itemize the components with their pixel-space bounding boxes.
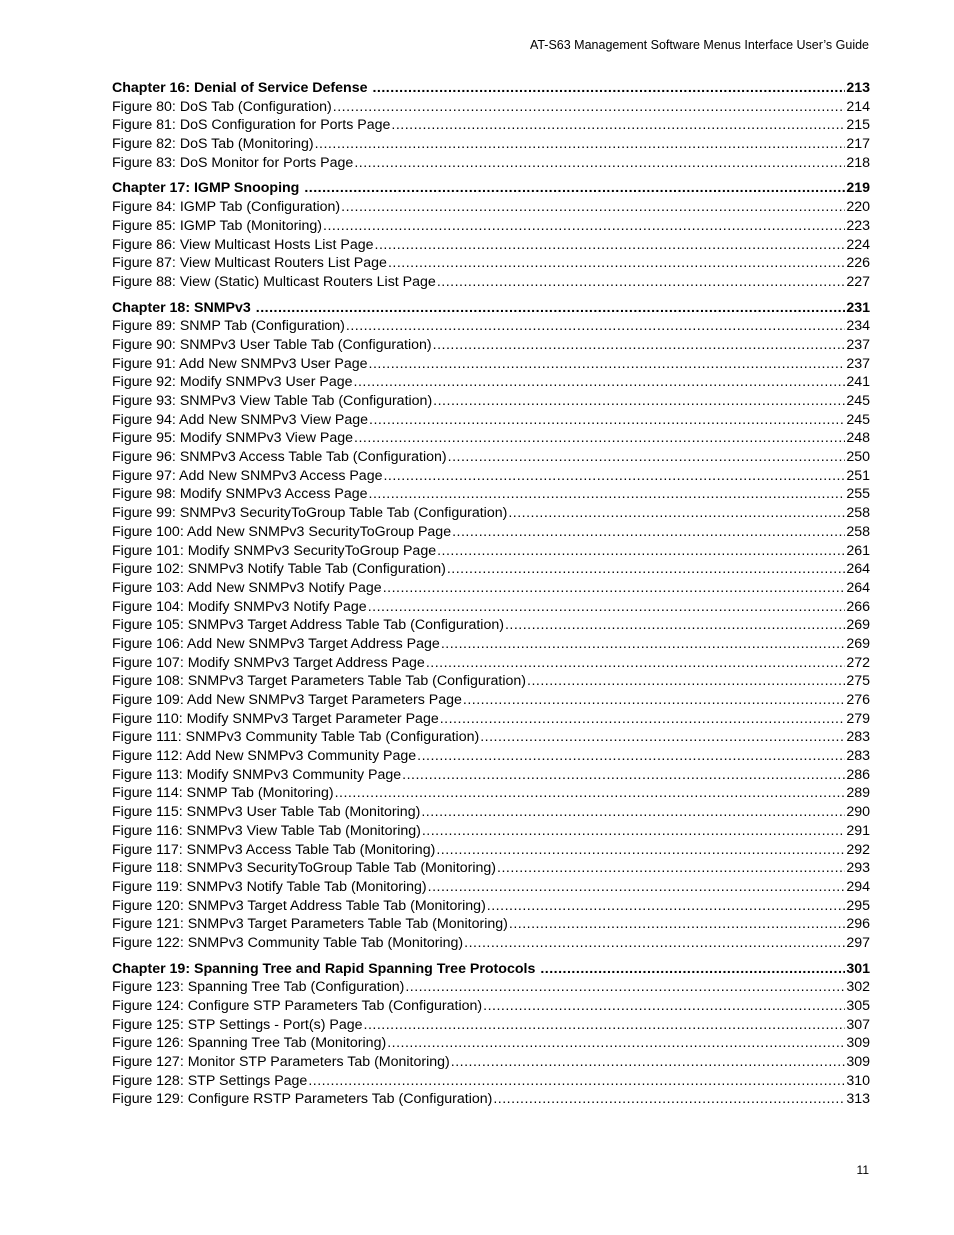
toc-figure-entry-title: Figure 89: SNMP Tab (Configuration) bbox=[112, 318, 345, 335]
toc-figure-entry-title: Figure 106: Add New SNMPv3 Target Address Page bbox=[112, 635, 440, 652]
dot-leader bbox=[375, 236, 846, 255]
toc-figure-entry[interactable] bbox=[112, 217, 870, 236]
toc-figure-entry-title: Figure 98: Modify SNMPv3 Access Page bbox=[112, 486, 368, 503]
toc-figure-entry-page: 218 bbox=[846, 154, 870, 171]
toc-figure-entry-title: Figure 124: Configure STP Parameters Tab (Configuration) bbox=[112, 998, 483, 1014]
dot-leader bbox=[354, 154, 845, 173]
toc-figure-entry-title: Figure 80: DoS Tab (Configuration) bbox=[112, 98, 332, 115]
toc-figure-entry[interactable] bbox=[112, 355, 870, 374]
toc-figure-entry-page: 309 bbox=[846, 1035, 870, 1052]
dot-leader bbox=[509, 915, 845, 934]
dot-leader bbox=[447, 560, 845, 579]
toc-figure-entry-page: 255 bbox=[846, 486, 870, 503]
toc-figure-entry-title: Figure 103: Add New SNMPv3 Notify Page bbox=[112, 579, 382, 596]
toc-figure-entry-page: 283 bbox=[846, 748, 870, 765]
dot-leader bbox=[383, 579, 846, 598]
toc-figure-entry-title: Figure 87: View Multicast Routers List Page bbox=[112, 255, 387, 272]
toc-figure-entry-page: 297 bbox=[846, 934, 870, 951]
toc-figure-entry-title: Figure 118: SNMPv3 SecurityToGroup Table Tab (Monitoring) bbox=[112, 860, 497, 877]
dot-leader bbox=[436, 841, 845, 860]
toc-figure-entry-page: 227 bbox=[846, 273, 870, 290]
toc-figure-entry[interactable] bbox=[112, 822, 870, 841]
toc-figure-entry[interactable] bbox=[112, 878, 870, 897]
toc-figure-entry-title: Figure 97: Add New SNMPv3 Access Page bbox=[112, 467, 383, 484]
toc-figure-entry[interactable] bbox=[112, 1034, 870, 1053]
toc-figure-entry-title: Figure 114: SNMP Tab (Monitoring) bbox=[112, 785, 334, 802]
dot-leader bbox=[483, 997, 845, 1016]
toc-figure-entry-page: 275 bbox=[846, 673, 870, 690]
toc-figure-entry-title: Figure 101: Modify SNMPv3 SecurityToGroup Page bbox=[112, 542, 437, 559]
toc-figure-entry-page: 296 bbox=[846, 916, 870, 933]
toc-chapter-entry[interactable] bbox=[112, 179, 870, 198]
toc-figure-entry[interactable] bbox=[112, 98, 870, 117]
dot-leader bbox=[323, 217, 845, 236]
toc-figure-entry[interactable] bbox=[112, 373, 870, 392]
toc-figure-entry[interactable] bbox=[112, 504, 870, 523]
toc-figure-entry-title: Figure 121: SNMPv3 Target Parameters Table Tab (Monitoring) bbox=[112, 916, 508, 933]
toc-figure-entry[interactable] bbox=[112, 317, 870, 336]
toc-chapter-entry-title: Chapter 18: SNMPv3 bbox=[112, 299, 251, 316]
dot-leader bbox=[369, 411, 845, 430]
dot-leader bbox=[540, 960, 845, 979]
toc-figure-entry-page: 283 bbox=[846, 729, 870, 746]
toc-figure-entry-title: Figure 116: SNMPv3 View Table Tab (Monitoring) bbox=[112, 822, 421, 839]
toc-figure-entry-title: Figure 83: DoS Monitor for Ports Page bbox=[112, 154, 354, 171]
toc-figure-entry-title: Figure 96: SNMPv3 Access Table Tab (Configuration) bbox=[112, 449, 447, 466]
dot-leader bbox=[341, 198, 845, 217]
toc-figure-entry-page: 293 bbox=[846, 860, 870, 877]
toc-figure-entry-title: Figure 82: DoS Tab (Monitoring) bbox=[112, 136, 314, 153]
toc-figure-entry-page: 313 bbox=[846, 1091, 870, 1108]
toc-figure-entry-page: 223 bbox=[846, 217, 870, 234]
toc-figure-entry-page: 276 bbox=[846, 692, 870, 708]
toc-chapter-entry-page: 231 bbox=[846, 299, 870, 316]
dot-leader bbox=[422, 822, 845, 841]
toc-figure-entry-title: Figure 84: IGMP Tab (Configuration) bbox=[112, 199, 341, 216]
toc-chapter-entry[interactable] bbox=[112, 299, 870, 318]
toc-figure-entry[interactable] bbox=[112, 273, 870, 292]
toc-figure-entry-title: Figure 86: View Multicast Hosts List Page bbox=[112, 236, 374, 253]
toc-figure-entry-title: Figure 115: SNMPv3 User Table Tab (Monitoring) bbox=[112, 804, 421, 821]
toc-figure-entry[interactable] bbox=[112, 560, 870, 579]
toc-figure-entry[interactable] bbox=[112, 766, 870, 785]
toc-figure-entry-page: 258 bbox=[846, 505, 870, 522]
dot-leader bbox=[433, 392, 845, 411]
toc-figure-entry[interactable] bbox=[112, 236, 870, 255]
toc-figure-entry[interactable] bbox=[112, 579, 870, 598]
toc-figure-entry-page: 266 bbox=[846, 598, 870, 615]
toc-chapter-entry[interactable] bbox=[112, 960, 870, 979]
toc-figure-entry-title: Figure 111: SNMPv3 Community Table Tab (Configuration) bbox=[112, 729, 480, 746]
page-number: 11 bbox=[856, 1163, 869, 1177]
dot-leader bbox=[433, 336, 846, 355]
dot-leader bbox=[333, 98, 846, 117]
toc-figure-entry-page: 215 bbox=[846, 117, 870, 134]
dot-leader bbox=[388, 254, 845, 273]
toc-figure-entry-page: 226 bbox=[846, 255, 870, 272]
toc-section bbox=[112, 299, 870, 953]
toc-figure-entry-page: 269 bbox=[846, 617, 870, 634]
toc-figure-entry-page: 305 bbox=[846, 998, 870, 1014]
dot-leader bbox=[428, 878, 846, 897]
toc-figure-entry-page: 309 bbox=[846, 1054, 870, 1071]
table-of-figures bbox=[112, 79, 870, 1116]
toc-figure-entry[interactable] bbox=[112, 429, 870, 448]
dot-leader bbox=[448, 448, 846, 467]
toc-figure-entry[interactable] bbox=[112, 336, 870, 355]
toc-figure-entry-page: 220 bbox=[846, 199, 870, 216]
toc-figure-entry-page: 272 bbox=[846, 654, 870, 671]
toc-figure-entry[interactable] bbox=[112, 116, 870, 135]
toc-figure-entry-page: 214 bbox=[846, 98, 870, 115]
dot-leader bbox=[364, 1016, 846, 1035]
toc-figure-entry-page: 234 bbox=[846, 318, 870, 335]
dot-leader bbox=[354, 429, 845, 448]
toc-chapter-entry[interactable] bbox=[112, 79, 870, 98]
dot-leader bbox=[464, 934, 845, 953]
toc-chapter-entry-title: Chapter 16: Denial of Service Defense bbox=[112, 80, 368, 96]
toc-figure-entry-title: Figure 113: Modify SNMPv3 Community Page bbox=[112, 766, 402, 783]
toc-figure-entry-page: 245 bbox=[846, 411, 870, 428]
toc-figure-entry-page: 294 bbox=[846, 878, 870, 895]
dot-leader bbox=[480, 728, 845, 747]
toc-figure-entry[interactable] bbox=[112, 728, 870, 747]
dot-leader bbox=[256, 299, 846, 318]
toc-figure-entry-page: 295 bbox=[846, 897, 870, 914]
dot-leader bbox=[421, 803, 845, 822]
toc-figure-entry[interactable] bbox=[112, 598, 870, 617]
toc-figure-entry-page: 290 bbox=[846, 804, 870, 821]
toc-figure-entry[interactable] bbox=[112, 254, 870, 273]
toc-figure-entry[interactable] bbox=[112, 915, 870, 934]
dot-leader bbox=[391, 116, 845, 135]
toc-figure-entry[interactable] bbox=[112, 411, 870, 430]
toc-figure-entry-page: 241 bbox=[846, 374, 870, 391]
toc-figure-entry[interactable] bbox=[112, 897, 870, 916]
toc-figure-entry-page: 250 bbox=[846, 449, 870, 466]
toc-figure-entry-title: Figure 109: Add New SNMPv3 Target Parameters Page bbox=[112, 692, 462, 708]
running-header: AT-S63 Management Software Menus Interface User’s Guide bbox=[529, 38, 869, 52]
toc-chapter-entry-page: 219 bbox=[846, 180, 870, 197]
toc-figure-entry[interactable] bbox=[112, 1090, 870, 1109]
toc-figure-entry-page: 245 bbox=[846, 393, 870, 409]
toc-figure-entry[interactable] bbox=[112, 803, 870, 822]
dot-leader bbox=[487, 897, 846, 916]
dot-leader bbox=[372, 79, 845, 98]
toc-figure-entry-title: Figure 105: SNMPv3 Target Address Table Tab (Configuration) bbox=[112, 617, 504, 634]
toc-figure-entry[interactable] bbox=[112, 467, 870, 486]
toc-figure-entry-page: 310 bbox=[846, 1072, 870, 1089]
toc-figure-entry-title: Figure 95: Modify SNMPv3 View Page bbox=[112, 430, 354, 447]
toc-figure-entry-title: Figure 102: SNMPv3 Notify Table Tab (Configuration) bbox=[112, 561, 446, 578]
toc-chapter-entry-title: Chapter 19: Spanning Tree and Rapid Spanning Tree Protocols bbox=[112, 960, 536, 977]
toc-figure-entry-title: Figure 99: SNMPv3 SecurityToGroup Table Tab (Configuration) bbox=[112, 505, 508, 522]
toc-figure-entry-page: 307 bbox=[846, 1016, 870, 1033]
dot-leader bbox=[315, 135, 846, 154]
toc-figure-entry[interactable] bbox=[112, 934, 870, 953]
toc-section bbox=[112, 179, 870, 291]
toc-figure-entry[interactable] bbox=[112, 392, 870, 411]
toc-figure-entry[interactable] bbox=[112, 841, 870, 860]
dot-leader bbox=[437, 542, 845, 561]
toc-figure-entry-title: Figure 85: IGMP Tab (Monitoring) bbox=[112, 217, 323, 234]
toc-figure-entry[interactable] bbox=[112, 710, 870, 729]
toc-figure-entry-page: 251 bbox=[846, 467, 870, 484]
toc-figure-entry[interactable] bbox=[112, 672, 870, 691]
toc-figure-entry-title: Figure 122: SNMPv3 Community Table Tab (Monitoring) bbox=[112, 934, 464, 951]
toc-figure-entry-page: 264 bbox=[846, 561, 870, 578]
dot-leader bbox=[387, 1034, 845, 1053]
toc-figure-entry-page: 292 bbox=[846, 841, 870, 858]
toc-figure-entry-page: 224 bbox=[846, 236, 870, 253]
toc-figure-entry[interactable] bbox=[112, 1016, 870, 1035]
dot-leader bbox=[508, 504, 845, 523]
dot-leader bbox=[354, 373, 846, 392]
dot-leader bbox=[426, 654, 846, 673]
toc-figure-entry-page: 269 bbox=[846, 635, 870, 652]
toc-chapter-entry-page: 213 bbox=[846, 80, 870, 96]
toc-figure-entry-page: 302 bbox=[846, 979, 870, 996]
toc-figure-entry-page: 258 bbox=[846, 523, 870, 540]
toc-figure-entry[interactable] bbox=[112, 616, 870, 635]
dot-leader bbox=[335, 784, 846, 803]
toc-section bbox=[112, 960, 870, 1110]
toc-figure-entry[interactable] bbox=[112, 784, 870, 803]
toc-figure-entry[interactable] bbox=[112, 997, 870, 1016]
dot-leader bbox=[405, 978, 845, 997]
dot-leader bbox=[441, 635, 846, 654]
dot-leader bbox=[527, 672, 845, 691]
toc-figure-entry-title: Figure 104: Modify SNMPv3 Notify Page bbox=[112, 598, 367, 615]
toc-figure-entry-title: Figure 117: SNMPv3 Access Table Tab (Monitoring) bbox=[112, 841, 436, 858]
toc-figure-entry-title: Figure 91: Add New SNMPv3 User Page bbox=[112, 355, 368, 372]
toc-figure-entry-page: 237 bbox=[846, 336, 870, 353]
toc-figure-entry-title: Figure 108: SNMPv3 Target Parameters Table Tab (Configuration) bbox=[112, 673, 527, 690]
dot-leader bbox=[369, 355, 846, 374]
toc-figure-entry-page: 279 bbox=[846, 710, 870, 727]
toc-figure-entry-title: Figure 107: Modify SNMPv3 Target Address Page bbox=[112, 654, 425, 671]
toc-figure-entry-title: Figure 110: Modify SNMPv3 Target Parameter Page bbox=[112, 710, 439, 727]
toc-figure-entry[interactable] bbox=[112, 691, 870, 710]
toc-figure-entry-title: Figure 93: SNMPv3 View Table Tab (Configuration) bbox=[112, 393, 433, 409]
dot-leader bbox=[308, 1072, 845, 1091]
dot-leader bbox=[440, 710, 846, 729]
dot-leader bbox=[368, 598, 846, 617]
toc-figure-entry-title: Figure 126: Spanning Tree Tab (Monitoring) bbox=[112, 1035, 387, 1052]
toc-figure-entry-title: Figure 112: Add New SNMPv3 Community Page bbox=[112, 748, 417, 765]
toc-figure-entry-page: 291 bbox=[846, 822, 870, 839]
toc-figure-entry-title: Figure 128: STP Settings Page bbox=[112, 1072, 308, 1089]
toc-figure-entry-title: Figure 127: Monitor STP Parameters Tab (Monitoring) bbox=[112, 1054, 450, 1071]
toc-figure-entry-page: 289 bbox=[846, 785, 870, 802]
toc-figure-entry[interactable] bbox=[112, 135, 870, 154]
dot-leader bbox=[346, 317, 845, 336]
dot-leader bbox=[463, 691, 845, 710]
dot-leader bbox=[452, 523, 845, 542]
toc-figure-entry-page: 237 bbox=[846, 355, 870, 372]
toc-figure-entry-title: Figure 94: Add New SNMPv3 View Page bbox=[112, 411, 369, 428]
toc-figure-entry[interactable] bbox=[112, 859, 870, 878]
toc-figure-entry-title: Figure 120: SNMPv3 Target Address Table Tab (Monitoring) bbox=[112, 897, 486, 914]
toc-figure-entry-title: Figure 90: SNMPv3 User Table Tab (Configuration) bbox=[112, 336, 432, 353]
toc-figure-entry[interactable] bbox=[112, 198, 870, 217]
dot-leader bbox=[451, 1053, 846, 1072]
toc-figure-entry-page: 261 bbox=[846, 542, 870, 559]
toc-figure-entry[interactable] bbox=[112, 1053, 870, 1072]
toc-chapter-entry-title: Chapter 17: IGMP Snooping bbox=[112, 180, 300, 197]
toc-figure-entry-page: 264 bbox=[846, 579, 870, 596]
toc-figure-entry-title: Figure 123: Spanning Tree Tab (Configuration) bbox=[112, 979, 405, 996]
toc-figure-entry-title: Figure 125: STP Settings - Port(s) Page bbox=[112, 1016, 363, 1033]
toc-section bbox=[112, 79, 870, 172]
toc-figure-entry[interactable] bbox=[112, 485, 870, 504]
toc-chapter-entry-page: 301 bbox=[846, 960, 870, 977]
dot-leader bbox=[497, 859, 845, 878]
toc-figure-entry[interactable] bbox=[112, 635, 870, 654]
dot-leader bbox=[383, 467, 845, 486]
toc-figure-entry-page: 248 bbox=[846, 430, 870, 447]
toc-figure-entry-title: Figure 81: DoS Configuration for Ports Page bbox=[112, 117, 391, 134]
toc-figure-entry[interactable] bbox=[112, 523, 870, 542]
toc-figure-entry[interactable] bbox=[112, 978, 870, 997]
dot-leader bbox=[417, 747, 845, 766]
dot-leader bbox=[493, 1090, 845, 1109]
dot-leader bbox=[369, 485, 846, 504]
toc-figure-entry[interactable] bbox=[112, 542, 870, 561]
toc-figure-entry[interactable] bbox=[112, 154, 870, 173]
toc-figure-entry[interactable] bbox=[112, 654, 870, 673]
toc-figure-entry-title: Figure 100: Add New SNMPv3 SecurityToGroup Page bbox=[112, 523, 452, 540]
toc-figure-entry-page: 286 bbox=[846, 766, 870, 783]
toc-figure-entry-title: Figure 119: SNMPv3 Notify Table Tab (Monitoring) bbox=[112, 878, 427, 895]
dot-leader bbox=[505, 616, 845, 635]
toc-figure-entry[interactable] bbox=[112, 448, 870, 467]
dot-leader bbox=[402, 766, 845, 785]
toc-figure-entry[interactable] bbox=[112, 747, 870, 766]
toc-figure-entry-page: 217 bbox=[846, 136, 870, 153]
toc-figure-entry[interactable] bbox=[112, 1072, 870, 1091]
dot-leader bbox=[437, 273, 846, 292]
toc-figure-entry-title: Figure 88: View (Static) Multicast Routers List Page bbox=[112, 273, 436, 290]
dot-leader bbox=[304, 179, 845, 198]
toc-figure-entry-title: Figure 129: Configure RSTP Parameters Tab (Configuration) bbox=[112, 1091, 493, 1108]
toc-figure-entry-title: Figure 92: Modify SNMPv3 User Page bbox=[112, 374, 353, 391]
